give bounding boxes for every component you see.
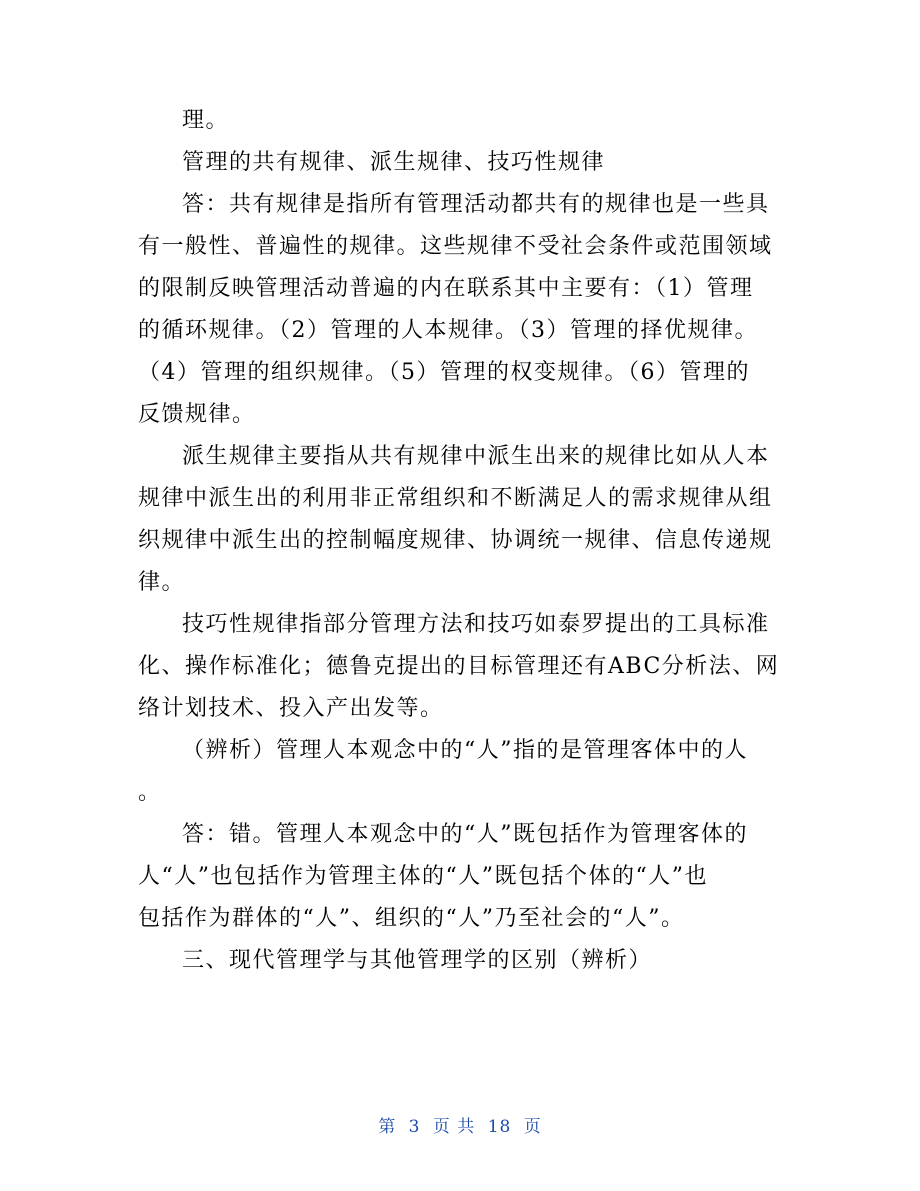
text-line: 包括作为群体的“人”、组织的“人”乃至社会的“人”。 <box>138 906 685 931</box>
footer-mid: 页 共 <box>432 1117 476 1137</box>
text-line: 答：错。管理人本观念中的“人”既包括作为管理客体的 <box>182 822 748 847</box>
text-line: 管理的共有规律、派生规律、技巧性规律 <box>182 150 606 175</box>
text-line: 。 <box>138 780 162 805</box>
text-line: 理。 <box>182 108 230 133</box>
text-line: 织规律中派生出的控制幅度规律、协调统一规律、信息传递规 <box>138 528 773 553</box>
footer-page-number: 3 <box>408 1117 421 1137</box>
text-line: 答：共有规律是指所有管理活动都共有的规律也是一些具 <box>182 192 770 217</box>
footer-total-pages: 18 <box>487 1117 512 1137</box>
document-body <box>138 100 788 982</box>
text-line: 三、现代管理学与其他管理学的区别（辨析） <box>182 948 653 973</box>
text-line: 有一般性、普遍性的规律。这些规律不受社会条件或范围领域 <box>138 234 773 259</box>
text-line: 技巧性规律指部分管理方法和技巧如泰罗提出的工具标准 <box>182 612 770 637</box>
text-line: 的限制反映管理活动普遍的内在联系其中主要有：（1）管理 <box>138 276 754 301</box>
footer-suffix: 页 <box>523 1117 542 1137</box>
footer-prefix: 第 <box>378 1117 397 1137</box>
text-line: （辨析）管理人本观念中的“人”指的是管理客体中的人 <box>182 738 748 763</box>
text-line: 律。 <box>138 570 186 595</box>
text-line: 规律中派生出的利用非正常组织和不断满足人的需求规律从组 <box>138 486 773 511</box>
text-line: 络计划技术、投入产出发等。 <box>138 696 444 721</box>
text-line: 的循环规律。（2）管理的人本规律。（3）管理的择优规律。 <box>138 318 758 343</box>
text-line: 派生规律主要指从共有规律中派生出来的规律比如从人本 <box>182 444 770 469</box>
page-footer <box>0 1112 920 1137</box>
text-line: 人“人”也包括作为管理主体的“人”既包括个体的“人”也 <box>138 864 708 889</box>
text-line: （4）管理的组织规律。（5）管理的权变规律。（6）管理的 <box>138 360 750 385</box>
text-line: 反馈规律。 <box>138 402 256 427</box>
text-line: 化、操作标准化；德鲁克提出的目标管理还有ABC分析法、网 <box>138 654 780 679</box>
